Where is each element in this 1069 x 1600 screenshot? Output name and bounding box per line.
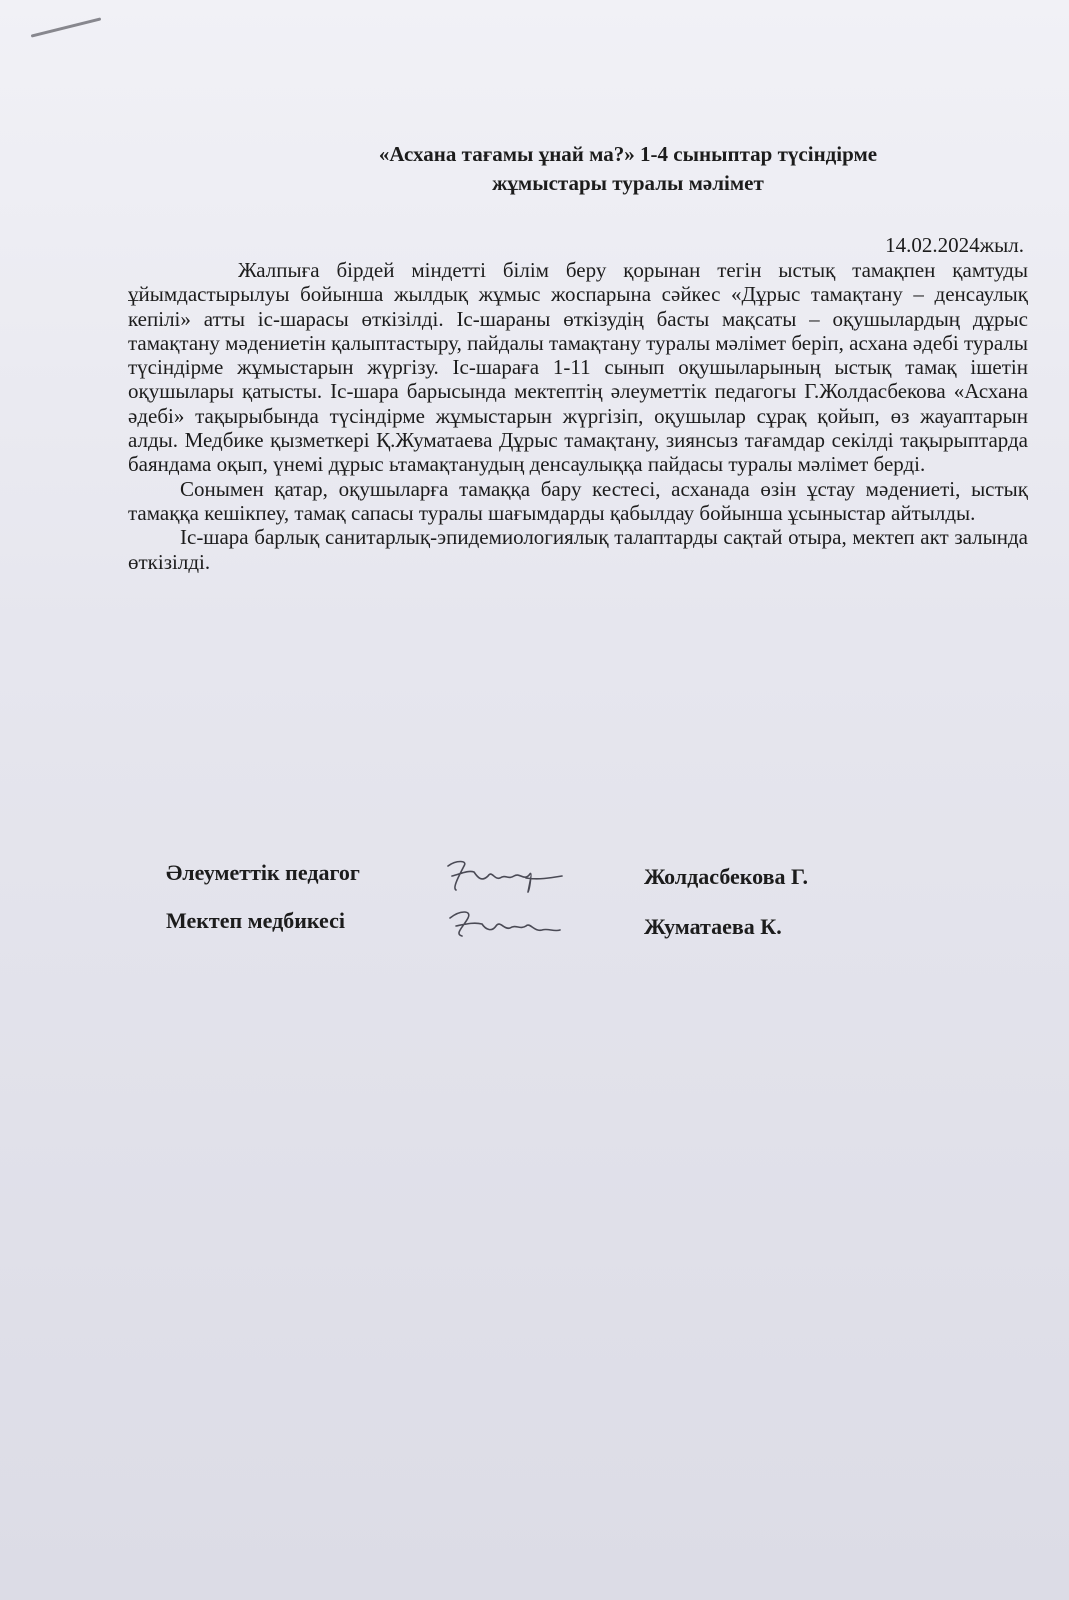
pencil-mark: [31, 17, 102, 37]
paragraph-3: Іс-шара барлық санитарлық-эпидемиологиялық талаптарды сақтай отыра, мектеп акт залында өткізілді.: [128, 525, 1028, 574]
signature-role: Мектеп медбикесі: [166, 908, 345, 933]
signature-block: [166, 852, 966, 964]
title-line-1: «Асхана тағамы ұнай ма?» 1-4 сыныптар түсіндірме: [378, 142, 878, 166]
document-title: [148, 140, 1028, 198]
title-line-2: жұмыстары туралы мәлімет: [492, 171, 764, 195]
document-page: [128, 140, 1028, 939]
signature-row-school-nurse: [166, 908, 966, 964]
handwritten-signature-1: [438, 852, 568, 898]
signature-role: Әлеуметтік педагог: [166, 860, 360, 885]
document-body: [128, 258, 1028, 574]
paragraph-1: Жалпыға бірдей міндетті білім беру қорынан тегін ыстық тамақпен қамтуды ұйымдастырылуы бойынша жылдық жұмыс жоспарына сәйкес «Дұрыс тамақтану – денсаулық кепілі» атты іс-шарасы өткізілді. Іс-шараны өткізудің басты мақсаты – оқушылардың дұрыс тамақтану мәдениетін қалыптастыру, пайдалы тамақтану туралы мәлімет беріп, асхана әдебі туралы түсіндірме жұмыстарын жүргізу. Іс-шараға 1-11 сынып оқушыларының ыстық тамақ ішетін оқушылары қатысты. Іс-шара барысында мектептің әлеуметтік педагогы Г.Жолдасбекова «Асхана әдебі» тақырыбында түсіндірме жұмыстарын жүргізіп, оқушылар сұрақ қойып, өз жауаптарын алды. Медбике қызметкері Қ.Жуматаева Дұрыс тамақтану, зиянсыз тағамдар секілді тақырыптарда баяндама оқып, үнемі дұрыс ьтамақтанудың денсаулыққа пайдасы туралы мәлімет берді.: [128, 258, 1028, 477]
signature-name: Жуматаева К.: [644, 914, 782, 939]
document-date: 14.02.2024жыл.: [885, 233, 1024, 257]
handwritten-signature-2: [438, 900, 568, 946]
paragraph-2: Сонымен қатар, оқушыларға тамаққа бару кестесі, асханада өзін ұстау мәдениеті, ыстық тамаққа кешікпеу, тамақ сапасы туралы шағымдарды қабылдау бойынша ұсыныстар айтылды.: [128, 476, 1028, 525]
signature-name: Жолдасбекова Г.: [644, 864, 809, 889]
